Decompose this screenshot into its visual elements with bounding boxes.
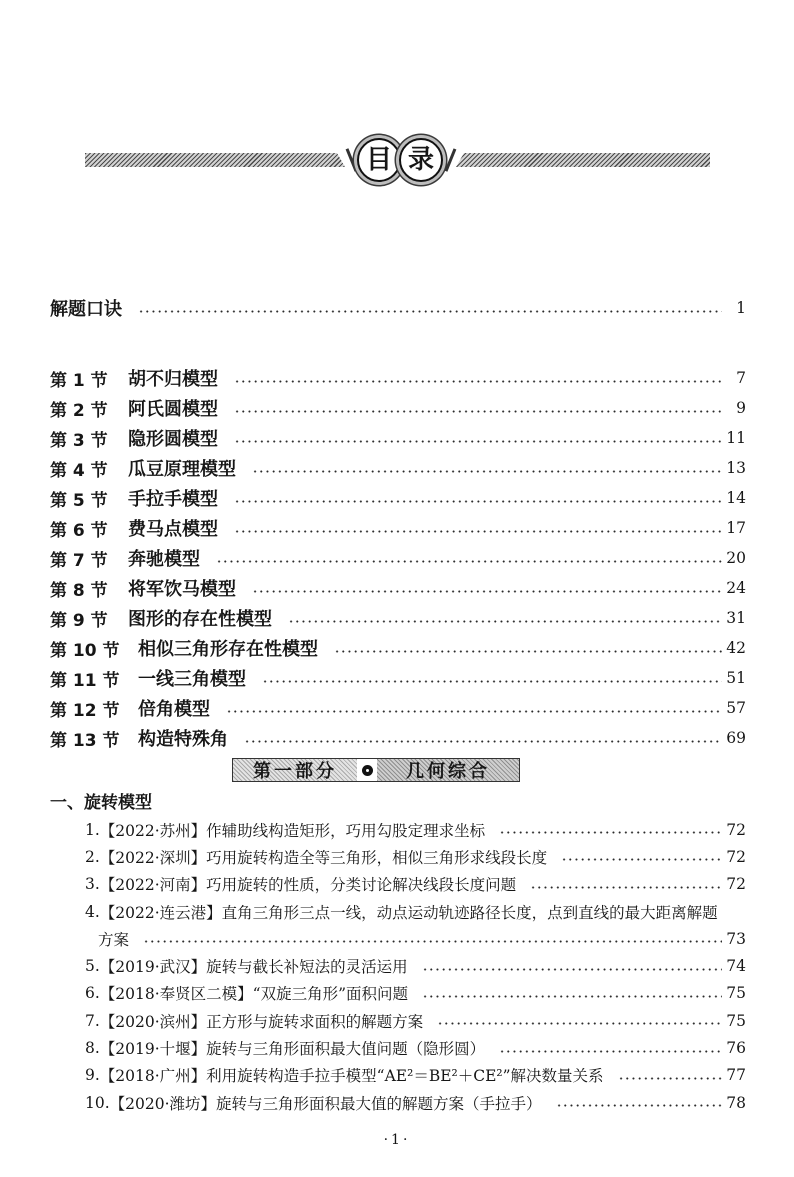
part-banner-part: 第一部分 xyxy=(233,759,357,781)
dot-leader xyxy=(499,831,722,834)
problem-title: 【2022·连云港】直角三角形三点一线，动点运动轨迹路径长度，点到直线的最大距离解题 xyxy=(99,903,718,922)
toc-page-number: 78 xyxy=(726,1093,746,1112)
section-entry xyxy=(50,513,746,543)
dot-leader xyxy=(422,995,722,998)
toc-page-number: 20 xyxy=(726,549,746,567)
toc-page-number: 72 xyxy=(726,875,746,894)
section-entry xyxy=(50,663,746,693)
dot-leader xyxy=(530,886,722,889)
section-number: 第 8 节 xyxy=(50,580,108,601)
problem-entry xyxy=(85,1007,746,1034)
section-entry xyxy=(50,573,746,603)
toc-page-number: 17 xyxy=(726,519,746,537)
problem-title: 【2018·广州】利用旋转构造手拉手模型“AE²＝BE²＋CE²”解决数量关系 xyxy=(99,1067,604,1086)
problem-title-continuation: 方案 xyxy=(98,930,130,949)
dot-leader xyxy=(422,968,722,971)
section-entry xyxy=(50,393,746,423)
toc-page-number: 57 xyxy=(726,699,746,717)
toc-page-number: 24 xyxy=(726,579,746,597)
problem-number: 9. xyxy=(85,1066,100,1085)
section-list xyxy=(50,363,746,753)
section-entry xyxy=(50,453,746,483)
section-title: 阿氏圆模型 xyxy=(128,399,218,420)
problem-title: 【2019·武汉】旋转与截长补短法的灵活运用 xyxy=(99,958,408,977)
section-entry xyxy=(50,483,746,513)
problem-entry-continuation xyxy=(85,925,746,952)
chapter-heading: 一、旋转模型 xyxy=(50,793,152,813)
section-entry xyxy=(50,633,746,663)
problem-number: 7. xyxy=(85,1011,100,1030)
toc-page-number: 31 xyxy=(726,609,746,627)
toc-page-number: 69 xyxy=(726,729,746,747)
header-right-slash xyxy=(445,148,456,171)
part-banner-separator xyxy=(357,759,377,781)
section-title: 相似三角形存在性模型 xyxy=(138,639,318,660)
section-number: 第 11 节 xyxy=(50,670,120,691)
section-entry xyxy=(50,603,746,633)
part-banner xyxy=(232,758,520,782)
dot-leader xyxy=(561,858,722,861)
section-title: 费马点模型 xyxy=(128,519,218,540)
section-title: 瓜豆原理模型 xyxy=(128,459,236,480)
dot-leader xyxy=(138,310,722,313)
problem-number: 5. xyxy=(85,957,100,976)
toc-page-number: 13 xyxy=(726,459,746,477)
dot-leader xyxy=(234,380,722,383)
section-number: 第 7 节 xyxy=(50,550,108,571)
toc-entry-label: 解题口诀 xyxy=(50,299,122,320)
problem-number: 8. xyxy=(85,1039,100,1058)
toc-entry-formula xyxy=(50,296,746,320)
problem-title: 【2020·滨州】正方形与旋转求面积的解题方案 xyxy=(99,1012,424,1031)
dot-leader xyxy=(234,440,722,443)
bullet-icon xyxy=(362,765,373,776)
problem-number: 2. xyxy=(85,847,100,866)
toc-page-number: 72 xyxy=(726,847,746,866)
section-title: 手拉手模型 xyxy=(128,489,218,510)
section-number: 第 1 节 xyxy=(50,370,108,391)
dot-leader xyxy=(234,530,722,533)
dot-leader xyxy=(244,740,722,743)
section-number: 第 3 节 xyxy=(50,430,108,451)
section-entry xyxy=(50,693,746,723)
section-title: 胡不归模型 xyxy=(128,369,218,390)
problem-title: 【2022·深圳】巧用旋转构造全等三角形，相似三角形求线段长度 xyxy=(99,848,548,867)
dot-leader xyxy=(234,500,722,503)
dot-leader xyxy=(234,410,722,413)
toc-page-number: 42 xyxy=(726,639,746,657)
toc-page-number: 74 xyxy=(726,957,746,976)
problem-entry xyxy=(85,1089,746,1116)
section-entry xyxy=(50,363,746,393)
header-left-hatched-bar xyxy=(85,153,345,167)
problem-title: 【2020·潍坊】旋转与三角形面积最大值的解题方案（手拉手） xyxy=(109,1094,542,1113)
problem-number: 1. xyxy=(85,820,100,839)
toc-page-number: 73 xyxy=(726,929,746,948)
header-title-char-mu: 目 xyxy=(357,138,401,182)
problem-title: 【2022·河南】巧用旋转的性质，分类讨论解决线段长度问题 xyxy=(99,876,517,895)
problem-number: 10. xyxy=(85,1093,110,1112)
problem-entry xyxy=(85,980,746,1007)
part-banner-name: 几何综合 xyxy=(377,759,519,781)
header-left-slash xyxy=(346,148,357,171)
toc-page-number: 75 xyxy=(726,984,746,1003)
toc-page-number: 77 xyxy=(726,1066,746,1085)
dot-leader xyxy=(618,1077,722,1080)
section-entry xyxy=(50,423,746,453)
toc-page-number: 9 xyxy=(736,399,746,417)
section-number: 第 9 节 xyxy=(50,610,108,631)
problem-number: 6. xyxy=(85,984,100,1003)
dot-leader xyxy=(226,710,722,713)
dot-leader xyxy=(288,620,722,623)
section-number: 第 4 节 xyxy=(50,460,108,481)
section-number: 第 12 节 xyxy=(50,700,120,721)
dot-leader xyxy=(216,560,722,563)
page-number-footer: ·1· xyxy=(383,1132,411,1148)
section-number: 第 2 节 xyxy=(50,400,108,421)
toc-page-number: 51 xyxy=(726,669,746,687)
problem-list xyxy=(85,816,746,1116)
problem-entry xyxy=(85,871,746,898)
problem-entry xyxy=(85,1034,746,1061)
problem-number: 3. xyxy=(85,875,100,894)
dot-leader xyxy=(437,1022,722,1025)
header-title-char-lu: 录 xyxy=(399,138,443,182)
section-title: 图形的存在性模型 xyxy=(128,609,272,630)
section-title: 倍角模型 xyxy=(138,699,210,720)
problem-title: 【2019·十堰】旋转与三角形面积最大值问题（隐形圆） xyxy=(99,1040,486,1059)
dot-leader xyxy=(262,680,722,683)
section-number: 第 10 节 xyxy=(50,640,120,661)
problem-entry xyxy=(85,1062,746,1089)
section-title: 构造特殊角 xyxy=(138,729,228,750)
problem-title: 【2022·苏州】作辅助线构造矩形，巧用勾股定理求坐标 xyxy=(99,821,486,840)
section-entry xyxy=(50,543,746,573)
problem-number: 4. xyxy=(85,902,100,921)
section-title: 一线三角模型 xyxy=(138,669,246,690)
dot-leader xyxy=(143,940,722,943)
problem-entry xyxy=(85,843,746,870)
section-entry xyxy=(50,723,746,753)
header-right-hatched-bar xyxy=(456,153,710,167)
section-number: 第 6 节 xyxy=(50,520,108,541)
toc-page-number: 11 xyxy=(726,429,746,447)
dot-leader xyxy=(556,1104,722,1107)
toc-page-number: 1 xyxy=(736,299,746,317)
toc-page-number: 72 xyxy=(726,820,746,839)
dot-leader xyxy=(334,650,722,653)
problem-title: 【2018·奉贤区二模】“双旋三角形”面积问题 xyxy=(99,985,409,1004)
problem-entry xyxy=(85,952,746,979)
problem-entry xyxy=(85,816,746,843)
dot-leader xyxy=(252,470,722,473)
section-title: 奔驰模型 xyxy=(128,549,200,570)
dot-leader xyxy=(252,590,722,593)
toc-page-number: 7 xyxy=(736,369,746,387)
section-title: 隐形圆模型 xyxy=(128,429,218,450)
toc-page-number: 14 xyxy=(726,489,746,507)
problem-entry xyxy=(85,898,746,925)
section-title: 将军饮马模型 xyxy=(128,579,236,600)
toc-page-number: 75 xyxy=(726,1011,746,1030)
section-number: 第 13 节 xyxy=(50,730,120,751)
section-number: 第 5 节 xyxy=(50,490,108,511)
toc-page-number: 76 xyxy=(726,1039,746,1058)
dot-leader xyxy=(499,1050,722,1053)
